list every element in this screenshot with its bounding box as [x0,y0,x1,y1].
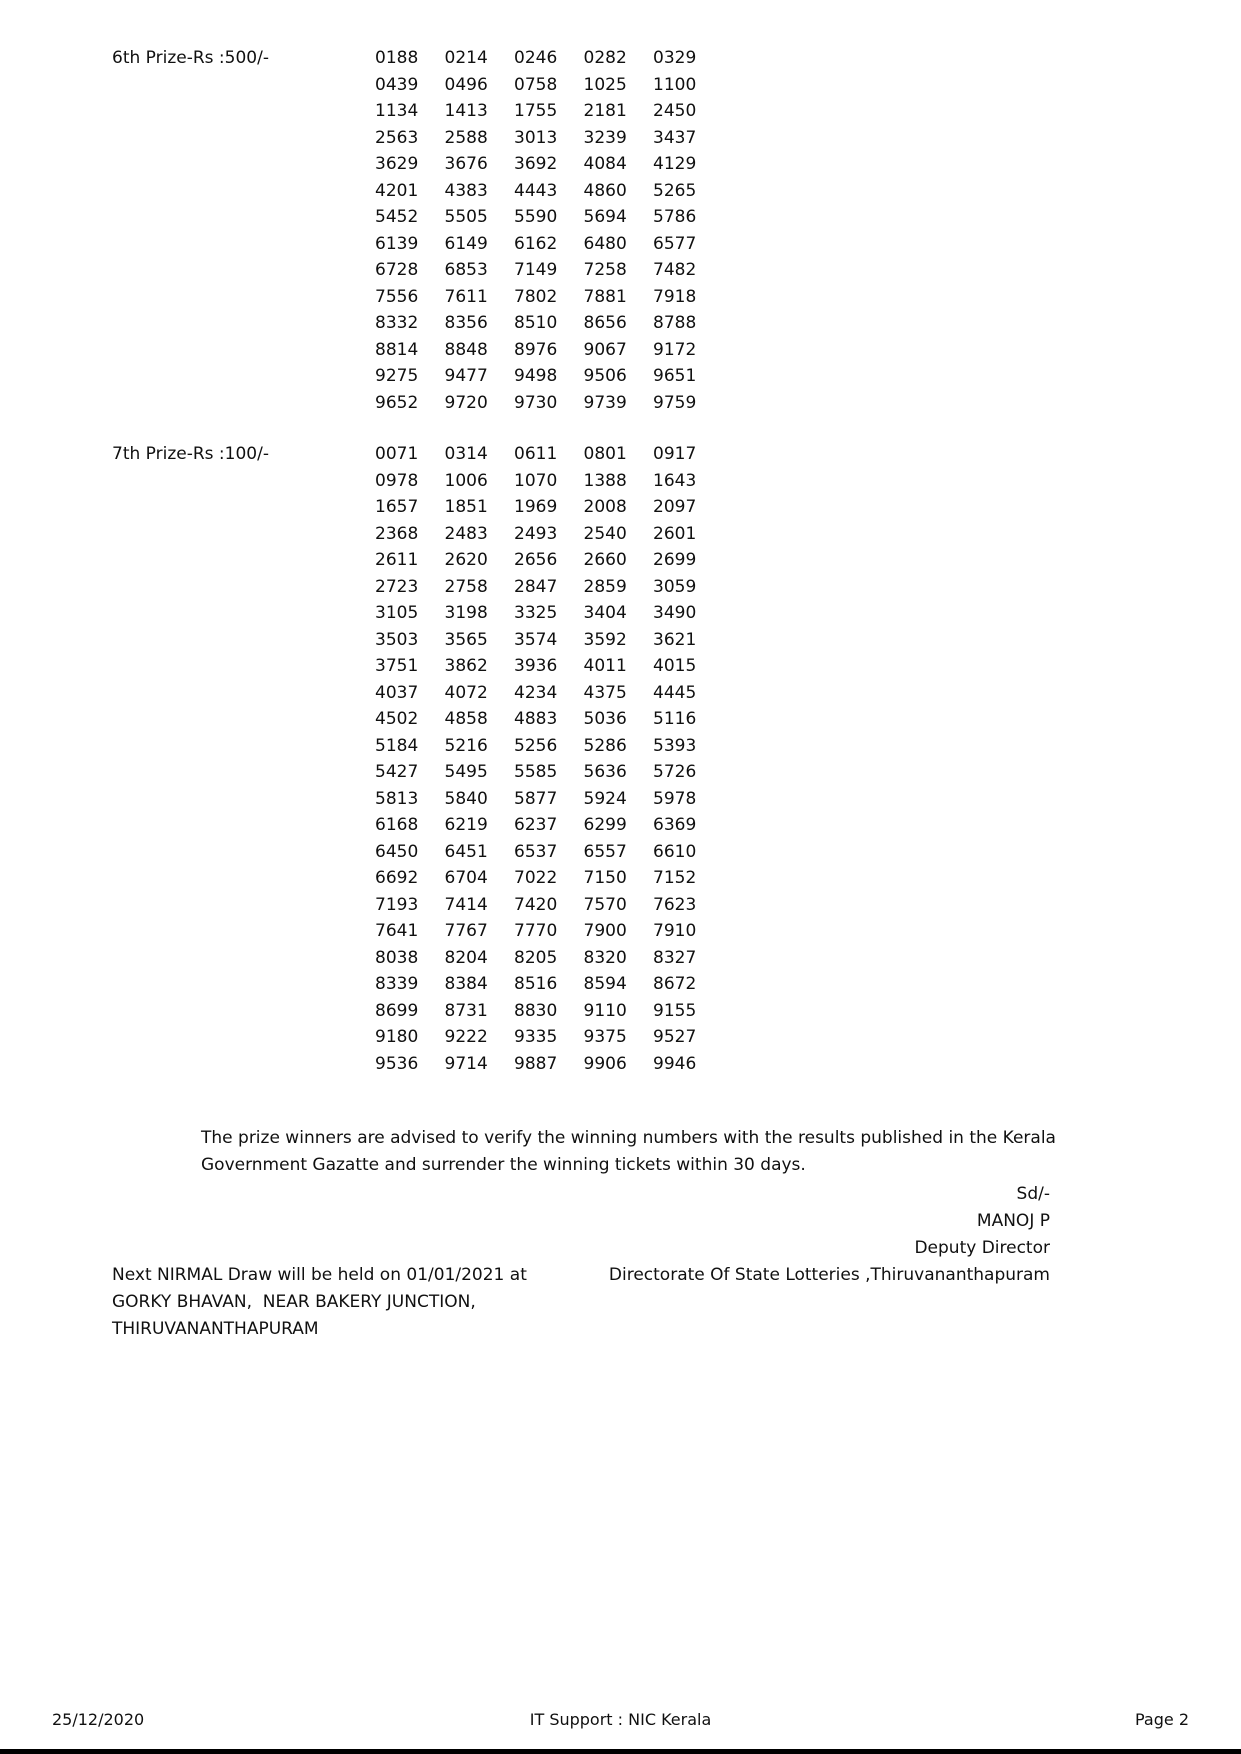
winning-number: 6149 [444,233,488,254]
winning-number: 9335 [514,1027,558,1047]
winning-number-row [375,680,1241,707]
winning-number: 4011 [583,656,627,676]
winning-number: 1070 [514,470,558,491]
footer-page-number: Page 2 [1135,1710,1189,1729]
winning-number: 3862 [444,656,488,676]
winning-number: 5726 [653,762,697,782]
winning-number: 5256 [514,735,558,756]
winning-number: 9275 [375,366,419,386]
winning-number: 4858 [444,709,488,729]
winning-number: 1006 [444,470,488,491]
winning-number: 2758 [444,576,488,597]
winning-number: 8332 [375,313,419,333]
winning-number-row [375,178,1241,205]
winning-number: 6450 [375,841,419,862]
winning-number: 8788 [653,313,697,333]
winning-number: 5495 [444,762,488,782]
winning-number: 9759 [653,392,697,413]
winning-number: 5813 [375,788,419,809]
winning-number: 8976 [514,339,558,360]
winning-number: 3490 [653,603,697,623]
winning-number: 5216 [444,735,488,756]
prize-section-6th [112,45,1241,416]
winning-number: 7193 [375,894,419,915]
signature-name: MANOJ P [976,1211,1050,1231]
next-draw-info [112,1262,527,1343]
winning-number: 0282 [583,48,627,68]
winning-number: 3239 [583,127,627,148]
winning-number: 2620 [444,550,488,570]
winning-number: 2483 [444,523,488,544]
winning-number: 5590 [514,207,558,227]
winning-number: 5116 [653,709,697,729]
winning-number: 8848 [444,339,488,360]
winning-number-row [375,45,1241,72]
winning-number-row [375,72,1241,99]
winning-number-row [375,1051,1241,1078]
winning-number: 5694 [583,207,627,227]
signature-office: Directorate Of State Lotteries ,Thiruvananthapuram [608,1265,1050,1285]
winning-number: 6480 [583,233,627,254]
next-draw-line-3: THIRUVANANTHAPURAM [112,1319,319,1339]
winning-number: 9180 [375,1027,419,1047]
winning-number-row [375,918,1241,945]
winning-number: 0314 [444,444,488,464]
winning-number: 4072 [444,682,488,703]
winning-number: 8656 [583,313,627,333]
winning-number: 7150 [583,868,627,888]
winning-number: 6162 [514,233,558,254]
winning-number: 3936 [514,656,558,676]
winning-number: 7623 [653,894,697,915]
winning-number: 2368 [375,523,419,544]
winning-number: 4375 [583,682,627,703]
winning-number: 0246 [514,48,558,68]
winning-number-row [375,839,1241,866]
winning-number: 5505 [444,207,488,227]
winning-number: 3621 [653,629,697,650]
winning-number: 9714 [444,1053,488,1074]
winning-number: 0801 [583,444,627,464]
winning-number: 4234 [514,682,558,703]
winning-number: 2450 [653,101,697,121]
winning-number: 4201 [375,180,419,201]
winning-number: 6728 [375,260,419,280]
winning-number: 6369 [653,815,697,835]
winning-number-row [375,971,1241,998]
winning-number: 0329 [653,48,697,68]
winning-number: 2699 [653,550,697,570]
winning-number: 2859 [583,576,627,597]
winning-number-row [375,733,1241,760]
winning-number: 8339 [375,974,419,994]
winning-number: 8320 [583,947,627,968]
winning-number: 3437 [653,127,697,148]
winning-number: 9906 [583,1053,627,1074]
winning-number: 2656 [514,550,558,570]
winning-number: 8672 [653,974,697,994]
winning-number: 1134 [375,101,419,121]
winning-number: 2008 [583,497,627,517]
winning-number-row [375,574,1241,601]
winning-number: 1100 [653,74,697,95]
footer-date: 25/12/2020 [52,1710,145,1729]
winning-number: 0439 [375,74,419,95]
winning-number: 2563 [375,127,419,148]
signature-block [112,1181,1050,1262]
winning-number-row [375,390,1241,417]
winning-number: 9651 [653,366,697,386]
winning-number: 8038 [375,947,419,968]
winning-number: 5636 [583,762,627,782]
winning-number-row [375,494,1241,521]
winning-number: 4860 [583,180,627,201]
winning-number: 3592 [583,629,627,650]
winning-number-row [375,284,1241,311]
winning-number: 1851 [444,497,488,517]
winning-number: 7149 [514,260,558,280]
winning-number: 2723 [375,576,419,597]
winning-number: 3503 [375,629,419,650]
prize-label-6th: 6th Prize-Rs :500/- [112,48,269,68]
winning-number: 6692 [375,868,419,888]
winning-number: 7767 [444,921,488,941]
winning-number: 5265 [653,180,697,201]
winning-number: 9222 [444,1027,488,1047]
winning-number-row [375,337,1241,364]
winning-number: 5393 [653,735,697,756]
winning-number: 7918 [653,286,697,307]
verification-note-line-1: The prize winners are advised to verify the winning numbers with the results published in the Kerala [201,1128,1056,1148]
winning-number: 9155 [653,1000,697,1021]
winning-number: 1969 [514,497,558,517]
winning-number-row [375,706,1241,733]
winning-number-row [375,759,1241,786]
winning-number-row [375,363,1241,390]
winning-number: 0758 [514,74,558,95]
winning-number-row [375,231,1241,258]
winning-number: 3629 [375,154,419,174]
winning-number: 9067 [583,339,627,360]
winning-number: 1657 [375,497,419,517]
winning-number: 9172 [653,339,697,360]
winning-number: 6451 [444,841,488,862]
winning-number: 1413 [444,101,488,121]
winning-number: 9375 [583,1027,627,1047]
winning-number-row [375,98,1241,125]
winning-number: 2847 [514,576,558,597]
winning-number: 0496 [444,74,488,95]
winning-number: 7570 [583,894,627,915]
winning-number: 8699 [375,1000,419,1021]
winning-number: 7900 [583,921,627,941]
winning-number: 2097 [653,497,697,517]
winning-number: 4084 [583,154,627,174]
winning-number-row [375,125,1241,152]
winning-number: 1388 [583,470,627,491]
winning-number: 9498 [514,366,558,386]
prize-numbers-grid-6th [375,45,1241,416]
winning-number: 2611 [375,550,419,570]
winning-number: 2540 [583,523,627,544]
winning-number: 8384 [444,974,488,994]
winning-number: 4383 [444,180,488,201]
winning-number: 1643 [653,470,697,491]
winning-number: 7420 [514,894,558,915]
winning-number: 7910 [653,921,697,941]
winning-number: 1025 [583,74,627,95]
footer-support: IT Support : NIC Kerala [529,1710,712,1729]
winning-number: 9652 [375,392,419,413]
winning-number: 3325 [514,603,558,623]
winning-number: 7152 [653,868,697,888]
winning-number-row [375,257,1241,284]
winning-number: 6610 [653,841,697,862]
winning-number: 3198 [444,603,488,623]
winning-number: 7258 [583,260,627,280]
winning-number: 8356 [444,313,488,333]
winning-number: 8814 [375,339,419,360]
winning-number-row [375,812,1241,839]
winning-number: 5286 [583,735,627,756]
winning-number: 3676 [444,154,488,174]
winning-number: 7556 [375,286,419,307]
winning-number: 3692 [514,154,558,174]
winning-number: 0978 [375,470,419,491]
next-draw-row [112,1262,1050,1343]
winning-number: 8204 [444,947,488,968]
winning-number-row [375,441,1241,468]
winning-number: 7022 [514,868,558,888]
winning-number: 6219 [444,815,488,835]
winning-number-row [375,892,1241,919]
winning-number: 8205 [514,947,558,968]
winning-number: 9946 [653,1053,697,1074]
verification-note-line-2: Government Gazatte and surrender the winning tickets within 30 days. [201,1155,806,1175]
winning-number: 7611 [444,286,488,307]
winning-number: 8327 [653,947,697,968]
winning-number: 8731 [444,1000,488,1021]
winning-number-row [375,468,1241,495]
winning-number: 7414 [444,894,488,915]
winning-number: 4502 [375,709,419,729]
winning-number-row [375,521,1241,548]
winning-number: 4445 [653,682,697,703]
signature-sd: Sd/- [1016,1184,1050,1204]
winning-number: 2660 [583,550,627,570]
winning-number: 0611 [514,444,558,464]
winning-number: 9110 [583,1000,627,1021]
winning-number: 6139 [375,233,419,254]
winning-number: 5427 [375,762,419,782]
winning-number: 7881 [583,286,627,307]
winning-number: 2181 [583,101,627,121]
winning-number: 2601 [653,523,697,544]
winning-number-row [375,151,1241,178]
bottom-rule [0,1749,1241,1754]
winning-number: 6537 [514,841,558,862]
signature-title: Deputy Director [914,1238,1050,1258]
winning-number: 0188 [375,48,419,68]
winning-number-row [375,627,1241,654]
winning-number-row [375,998,1241,1025]
winning-number: 8594 [583,974,627,994]
prize-numbers-grid-7th [375,441,1241,1077]
winning-number: 2493 [514,523,558,544]
next-draw-line-2: GORKY BHAVAN, NEAR BAKERY JUNCTION, [112,1292,476,1312]
winning-number: 3751 [375,656,419,676]
winning-number: 8516 [514,974,558,994]
winning-number-row [375,204,1241,231]
winning-number-row [375,600,1241,627]
winning-number: 6168 [375,815,419,835]
winning-number: 3105 [375,603,419,623]
prize-label-7th: 7th Prize-Rs :100/- [112,444,269,464]
winning-number-row [375,786,1241,813]
winning-number: 5840 [444,788,488,809]
winning-number-row [375,945,1241,972]
winning-number: 9720 [444,392,488,413]
winning-number: 1755 [514,101,558,121]
winning-number: 5585 [514,762,558,782]
winning-number: 6557 [583,841,627,862]
winning-number: 6299 [583,815,627,835]
winning-number-row [375,865,1241,892]
winning-number: 6853 [444,260,488,280]
next-draw-line-1: Next NIRMAL Draw will be held on 01/01/2021 at [112,1265,527,1285]
winning-number: 3574 [514,629,558,650]
winning-number: 4015 [653,656,697,676]
winning-number: 5786 [653,207,697,227]
winning-number: 0071 [375,444,419,464]
winning-number: 4037 [375,682,419,703]
winning-number: 7641 [375,921,419,941]
winning-number: 4443 [514,180,558,201]
winning-number: 4129 [653,154,697,174]
winning-number-row [375,547,1241,574]
winning-number: 7770 [514,921,558,941]
winning-number: 6704 [444,868,488,888]
winning-number: 3013 [514,127,558,148]
winning-number: 5978 [653,788,697,809]
winning-number: 7482 [653,260,697,280]
winning-number: 0917 [653,444,697,464]
winning-number: 2588 [444,127,488,148]
winning-number: 4883 [514,709,558,729]
winning-number: 5452 [375,207,419,227]
winning-number: 3404 [583,603,627,623]
winning-number-row [375,310,1241,337]
winning-number: 9506 [583,366,627,386]
winning-number: 9739 [583,392,627,413]
winning-number: 5924 [583,788,627,809]
winning-number: 6577 [653,233,697,254]
winning-number: 9477 [444,366,488,386]
winning-number: 5877 [514,788,558,809]
prize-section-7th [112,441,1241,1077]
winning-number: 5184 [375,735,419,756]
winning-number: 3059 [653,576,697,597]
winning-number: 8510 [514,313,558,333]
page-footer [52,1710,1189,1730]
winning-number: 9536 [375,1053,419,1074]
winning-number: 9527 [653,1027,697,1047]
winning-number: 0214 [444,48,488,68]
winning-number: 5036 [583,709,627,729]
winning-number: 3565 [444,629,488,650]
winning-number: 7802 [514,286,558,307]
verification-note [201,1125,1241,1179]
winning-number: 9887 [514,1053,558,1074]
winning-number: 6237 [514,815,558,835]
winning-number-row [375,1024,1241,1051]
winning-number: 9730 [514,392,558,413]
winning-number-row [375,653,1241,680]
winning-number: 8830 [514,1000,558,1021]
